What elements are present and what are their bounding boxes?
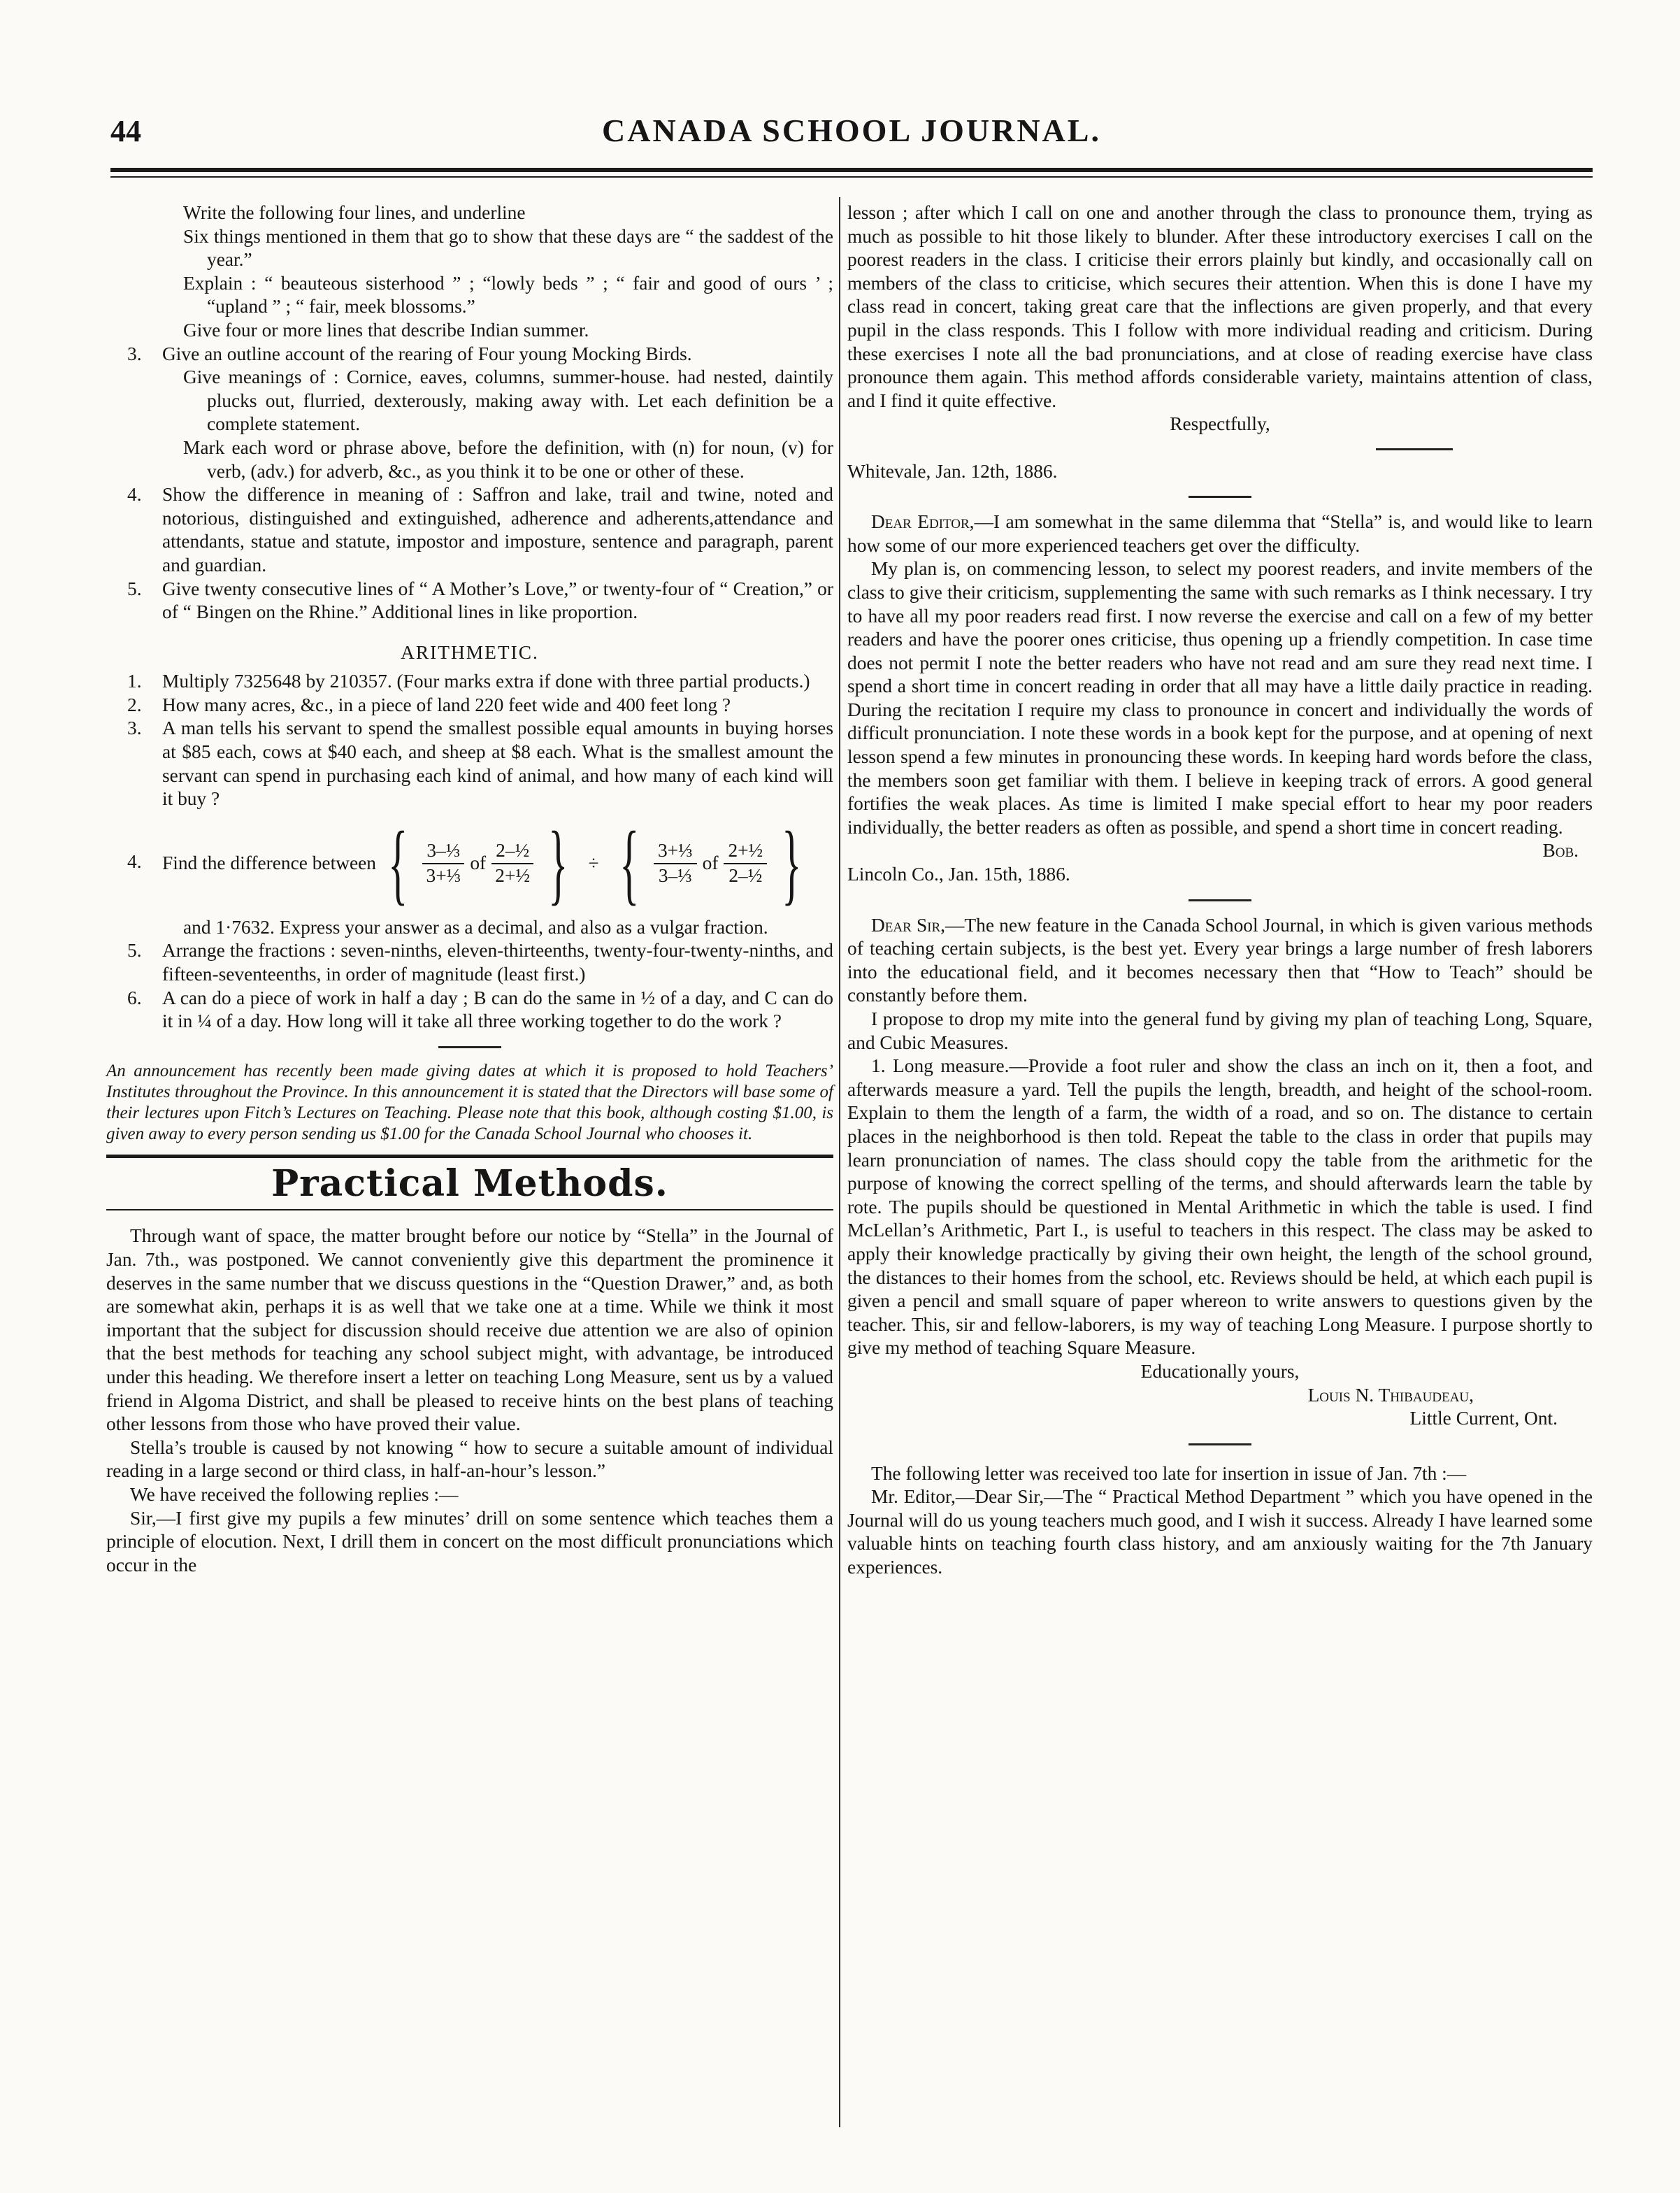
arith-question: 5. Arrange the fractions : seven-ninths, eleven-thirteenths, twenty-four-twenty-ninths, and fifteen-seventeenths, in order of magnitude (least first.) — [127, 940, 833, 985]
paragraph: Dear Editor,—I am somewhat in the same dilemma that “Stella” is, and would like to learn how some of our more experienced teachers get over the difficulty. — [847, 511, 1593, 556]
column-divider — [839, 197, 840, 2127]
intro-line: Six things mentioned in them that go to show that these days are “ the saddest of the year.” — [183, 225, 833, 271]
signature: Bob. — [1542, 840, 1579, 862]
fraction: $\frac{\text{3–⅓}}{\text{3+⅓}}$ — [422, 839, 464, 887]
divider — [1189, 899, 1251, 901]
fraction: $\frac{\text{3+⅓}}{\text{3–⅓}}$ — [654, 839, 697, 887]
letter-place: Little Current, Ont. — [1409, 1408, 1558, 1429]
letter-close: Educationally yours, — [1140, 1360, 1300, 1382]
announcement: An announcement has recently been made giving dates at which it is proposed to hold Teachers’ Institutes throughout the Province. In this announcement it is stated that the Directors will base some of their lectures upon Fitch’s Lectures on Teaching. Please note that this book, although costing $1.00, is given away to every person sending us $1.00 for the Canada School Journal who chooses it. — [106, 1061, 833, 1143]
paragraph: Stella’s trouble is caused by not knowing “ how to secure a suitable amount of individual reading in a large second or third class, in half-an-hour’s lesson.” — [106, 1436, 833, 1482]
arith-question: 1. Multiply 7325648 by 210357. (Four marks extra if done with three partial products.) — [127, 671, 810, 692]
paragraph: I propose to drop my mite into the general fund by giving my plan of teaching Long, Square, and Cubic Measures. — [847, 1008, 1593, 1053]
question: 4. Show the difference in meaning of : Saffron and lake, trail and twine, noted and notorious, distinguished and extinguished, adherence and adherents,attendance and attendants, statue and statute, impostor and imposture, sentence and paragraph, parent and guardian. — [127, 484, 833, 576]
left-brace: { — [388, 813, 408, 914]
page-header — [110, 105, 1593, 154]
paragraph: Through want of space, the matter brought before our notice by “Stella” in the Journal of Jan. 7th., was postponed. We cannot conveniently give this department the prominence it deserves in the same number that we discuss questions in the “Question Drawer,” and, as both are somewhat akin, perhaps it is as well that we take one at a time. While we think it most important that the subject for discussion should receive due attention we are also of opinion that the best methods for teaching any school subject might, with advantage, be introduced under this heading. We therefore insert a letter on teaching Long Measure, sent us by a valued friend in Algoma District, and shall be pleased to receive hints on the best plans of teaching other lessons from those who have proved their value. — [106, 1225, 833, 1435]
intro-line: Explain : “ beauteous sisterhood ” ; “lowly beds ” ; “ fair and good of ours ’ ; “upland ” ; “ fair, meek blossoms.” — [183, 272, 833, 317]
intro-line: Write the following four lines, and underline — [183, 202, 526, 223]
question-part: Give meanings of : Cornice, eaves, columns, summer-house. had nested, daintily plucks out, flurried, dexterously, making away with. Let each definition be a complete statement. — [183, 366, 833, 435]
fraction-expression: 4. Find the difference between { $\frac{\text{3–⅓}}{\text{3+⅓}}$ of $\frac{\text{2–½}}{\text{2+½}}$ } ÷ { $\frac{\text{3+⅓}}{\text{3–⅓}}$ of $\frac{\text{2+½}}{\text{2–½}}$ } — [127, 813, 802, 914]
question: 5. Give twenty consecutive lines of “ A Mother’s Love,” or twenty-four of “ Creation,” or of “ Bingen on the Rhine.” Additional lines in like proportion. — [127, 578, 833, 623]
question-part: Mark each word or phrase above, before the definition, with (n) for noun, (v) for verb, (adv.) for adverb, &c., as you think it to be one or other of these. — [183, 436, 833, 482]
left-brace: { — [619, 813, 639, 914]
fraction: $\frac{\text{2–½}}{\text{2+½}}$ — [491, 839, 533, 887]
section-header — [106, 1155, 833, 1211]
right-brace: } — [782, 813, 802, 914]
q4-lead: Find the difference between — [162, 852, 376, 874]
divider — [1189, 1443, 1251, 1445]
letter-close: Respectfully, — [1170, 413, 1270, 435]
journal-title: CANADA SCHOOL JOURNAL. — [602, 113, 1101, 148]
arith-question: 6. A can do a piece of work in half a day ; B can do the same in ½ of a day, and C can do it in ¼ of a day. How long will it take all three working together to do the work ? — [127, 987, 833, 1032]
right-column — [847, 201, 1593, 1580]
signature-rule — [847, 436, 1593, 460]
paragraph: We have received the following replies :— — [130, 1483, 459, 1505]
q4-tail: and 1·7632. Express your answer as a decimal, and also as a vulgar fraction. — [183, 916, 768, 938]
paragraph: 1. Long measure.—Provide a foot ruler and show the class an inch on it, then a foot, and afterwards measure a yard. Tell the pupils the length, breadth, and height of the school-room. Explain to them the length of a farm, the width of a road, and so on. The distance to certain places in the neighborhood is then told. Repeat the table to the class in order that pupils may learn pronunciation of names. The class should copy the table from the arithmetic for the purpose of knowing the correct spelling of the terms, and should afterwards learn the table by rote. The pupils should be questioned in Mental Arithmetic in which the table is used. I find McLellan’s Arithmetic, Part I., is useful to teachers in this respect. The class may be asked to apply their knowledge practically by giving their own height, the length of the school ground, the distances to their homes from the school, etc. Reviews should be held, at which each pupil is given a pencil and small square of paper whereon to write answers to questions given by the teacher. This, sir and fellow-laborers, is my way of teaching Long Measure. I purpose shortly to give my method of teaching Square Measure. — [847, 1055, 1593, 1359]
paragraph: My plan is, on commencing lesson, to select my poorest readers, and invite members of the class to give their criticism, supplementing the same with such remarks as I think necessary. I try to have all my poor readers read first. I now reverse the exercise and call on a few of my better readers and have the poorer ones criticise, thus opening up a friendly competition. In case time does not permit I note the better readers who have not read and am sure they read next time. I spend a short time in concert reading in order that all may have a little daily practice in reading. During the recitation I require my class to pronounce in concert and individually the words of difficult pronunciation. I note these words in a book kept for the purpose, and at opening of next lesson spend a few minutes in pronouncing these words. In keeping hard words before the class, the members soon get familiar with them. I believe in keeping track of errors. A good general fortifies the weak places. As time is limited I make special effort to hear my poor readers individually, the better readers as often as possible, and spend a short time in concert reading. — [847, 558, 1593, 838]
section-title: Practical Methods. — [271, 1162, 668, 1205]
arith-question: 3. A man tells his servant to spend the smallest possible equal amounts in buying horses at $85 each, cows at $40 each, and sheep at $8 each. What is the smallest amount the servant can spend in purchasing each kind of animal, and how many of each kind will it buy ? — [127, 717, 833, 810]
paragraph: The following letter was received too late for insertion in issue of Jan. 7th :— — [871, 1462, 1467, 1484]
paragraph: Dear Sir,—The new feature in the Canada School Journal, in which is given various methods of teaching certain subjects, is the best yet. Every year brings a large number of fresh laborers into the educational field, and it becomes necessary then that “How to Teach” should be constantly before them. — [847, 914, 1593, 1006]
fraction: $\frac{\text{2+½}}{\text{2–½}}$ — [724, 839, 767, 887]
divider — [1189, 496, 1251, 498]
question: 3. Give an outline account of the rearing of Four young Mocking Birds. — [127, 343, 692, 364]
left-column — [106, 201, 833, 1577]
arith-question: 2. How many acres, &c., in a piece of land 220 feet wide and 400 feet long ? — [127, 694, 731, 715]
paragraph: Mr. Editor,—Dear Sir,—The “ Practical Method Department ” which you have opened in the Journal will do us young teachers much good, and I wish it success. Already I have learned some valuable hints on teaching fourth class history, and am anxiously waiting for the 7th January experiences. — [847, 1486, 1593, 1578]
arithmetic-heading: ARITHMETIC. — [401, 641, 539, 663]
header-rule-thin — [110, 176, 1593, 178]
paragraph: lesson ; after which I call on one and another through the class to pronounce them, trying as much as possible to hit those likely to blunder. After these introductory exercises I call on the poorest readers in the class. I criticise their errors plainly but kindly, and occasionally call on members of the class to criticise, which secures their attention. When this is done I have my class read in concert, taking great care that the inflections are given properly, and that every pupil in the class responds. This I follow with more individual reading and criticism. During these exercises I note all the bad pronunciations, and at close of reading exercise have class pronounce them again. This method affords considerable variety, maintains attention of class, and I find it quite effective. — [847, 202, 1593, 411]
header-rule — [110, 168, 1593, 172]
page-number: 44 — [110, 114, 141, 148]
right-brace: } — [548, 813, 568, 914]
divider — [438, 1046, 501, 1048]
letter-place: Whitevale, Jan. 12th, 1886. — [847, 460, 1058, 482]
intro-line: Give four or more lines that describe Indian summer. — [183, 319, 589, 341]
paragraph: Sir,—I first give my pupils a few minutes’ drill on some sentence which teaches them a principle of elocution. Next, I drill them in concert on the most difficult pronunciations which occur in the — [106, 1507, 833, 1576]
signature: Louis N. Thibaudeau, — [1307, 1384, 1474, 1406]
letter-place: Lincoln Co., Jan. 15th, 1886. — [847, 864, 1070, 885]
